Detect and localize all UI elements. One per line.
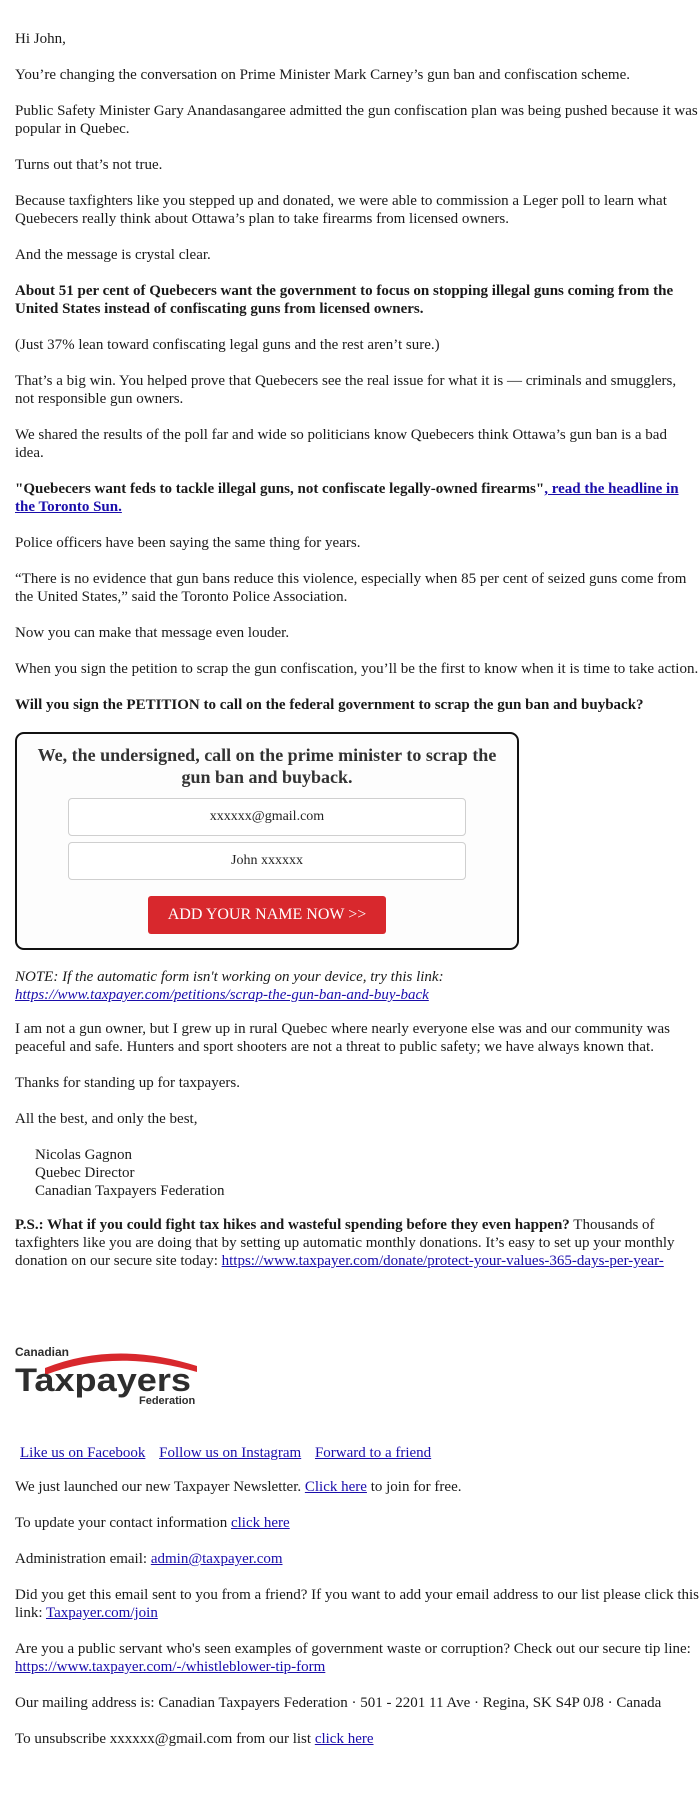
email-field[interactable]: xxxxxx@gmail.com — [68, 798, 466, 836]
name-field[interactable]: John xxxxxx — [68, 842, 466, 880]
tip-line — [15, 1640, 699, 1676]
friend-line — [15, 1586, 699, 1622]
note-text: NOTE: If the automatic form isn't working on your device, try this link: — [15, 969, 444, 985]
paragraph: Public Safety Minister Gary Anandasangaree admitted the gun confiscation plan was being pushed because it was popular in Quebec. — [15, 103, 698, 137]
paragraph: I am not a gun owner, but I grew up in rural Quebec where nearly everyone else was and our community was peaceful and safe. Hunters and sport shooters are not a threat to public safety; we have always known that. — [15, 1021, 671, 1055]
donate-link[interactable]: https://www.taxpayer.com/donate/protect-your-values-365-days-per-year- — [221, 1253, 664, 1269]
newsletter-text-end: to join for free. — [366, 1479, 462, 1495]
logo-bottom-word: Federation — [139, 1395, 196, 1407]
update-text: To update your contact information — [15, 1515, 231, 1531]
paragraph: When you sign the petition to scrap the gun confiscation, you’ll be the first to know when it is time to take action. — [15, 661, 699, 677]
paragraph: We shared the results of the poll far and wide so politicians know Quebecers think Ottawa’s gun ban is a bad idea. — [15, 427, 667, 461]
petition-link[interactable]: https://www.taxpayer.com/petitions/scrap-the-gun-ban-and-buy-back — [15, 987, 429, 1003]
sign-off: All the best, and only the best, — [15, 1111, 198, 1127]
newsletter-text: We just launched our new Taxpayer Newsletter. — [15, 1479, 305, 1495]
paragraph: Thanks for standing up for taxpayers. — [15, 1075, 240, 1091]
paragraph: Because taxfighters like you stepped up and donated, we were able to commission a Leger poll to learn what Quebecers really think about Ottawa’s plan to take firearms from licensed owners. — [15, 193, 667, 227]
paragraph: Turns out that’s not true. — [15, 157, 163, 173]
signature — [35, 1146, 699, 1200]
social-links — [20, 1444, 699, 1462]
petition-title: We, the undersigned, call on the prime minister to scrap the gun ban and buyback. — [37, 745, 497, 787]
mailing-address: Our mailing address is: Canadian Taxpayers Federation · 501 - 2201 11 Ave · Regina, SK S4P 0J8 · Canada — [15, 1695, 662, 1711]
forward-link[interactable]: Forward to a friend — [314, 1445, 432, 1461]
admin-line — [15, 1550, 699, 1568]
greeting: Hi John, — [15, 31, 66, 47]
paragraph: (Just 37% lean toward confiscating legal guns and the rest aren’t sure.) — [15, 337, 440, 353]
newsletter-link[interactable]: Click here — [304, 1479, 367, 1495]
paragraph: You’re changing the conversation on Prime Minister Mark Carney’s gun ban and confiscation scheme. — [15, 67, 630, 83]
headline-quote: "Quebecers want feds to tackle illegal guns, not confiscate legally-owned firearms" — [15, 481, 545, 497]
petition-form — [15, 732, 519, 950]
fallback-note — [15, 968, 699, 1004]
unsubscribe-text: To unsubscribe xxxxxx@gmail.com from our list — [15, 1731, 315, 1747]
ps-bold: P.S.: What if you could fight tax hikes and wasteful spending before they even happen? — [15, 1217, 570, 1233]
poll-result-highlight: About 51 per cent of Quebecers want the government to focus on stopping illegal guns coming from the United States instead of confiscating guns from licensed owners. — [15, 283, 674, 317]
paragraph: And the message is crystal clear. — [15, 247, 211, 263]
tip-text: Are you a public servant who's seen examples of government waste or corruption? Check out our secure tip line: — [15, 1641, 691, 1657]
paragraph: “There is no evidence that gun bans reduce this violence, especially when 85 per cent of seized guns come from the United States,” said the Toronto Police Association. — [15, 571, 687, 605]
ps-text: Thousands of taxfighters like you are doing that by setting up automatic monthly donations. It’s easy to set up your monthly donation on our secure site today: — [15, 1217, 675, 1269]
admin-email-link[interactable]: admin@taxpayer.com — [150, 1551, 283, 1567]
whistleblower-link[interactable]: https://www.taxpayer.com/-/whistleblower-tip-form — [15, 1659, 326, 1675]
add-your-name-button[interactable]: ADD YOUR NAME NOW >> — [148, 896, 386, 934]
toronto-sun-link[interactable]: , read the headline in the Toronto Sun. — [15, 481, 679, 515]
unsubscribe-line — [15, 1730, 699, 1748]
paragraph: Now you can make that message even louder. — [15, 625, 290, 641]
admin-text: Administration email: — [15, 1551, 151, 1567]
instagram-link[interactable]: Follow us on Instagram — [159, 1445, 302, 1461]
ctf-logo-graphic — [15, 1342, 215, 1408]
facebook-link[interactable]: Like us on Facebook — [20, 1445, 146, 1461]
update-line — [15, 1514, 699, 1532]
paragraph: Police officers have been saying the same thing for years. — [15, 535, 361, 551]
paragraph: That’s a big win. You helped prove that Quebecers see the real issue for what it is — criminals and smugglers, not responsible gun owners. — [15, 373, 677, 407]
ctf-logo[interactable] — [15, 1342, 215, 1408]
postscript — [15, 1216, 699, 1270]
logo-main-word: Taxpayers — [15, 1362, 191, 1398]
update-contact-link[interactable]: click here — [230, 1515, 290, 1531]
signature-org: Canadian Taxpayers Federation — [35, 1183, 225, 1199]
headline-paragraph — [15, 480, 699, 516]
signature-name: Nicolas Gagnon — [35, 1147, 133, 1163]
newsletter-line — [15, 1478, 699, 1496]
join-link[interactable]: Taxpayer.com/join — [45, 1605, 158, 1621]
petition-ask: Will you sign the PETITION to call on the federal government to scrap the gun ban and buyback? — [15, 697, 644, 713]
signature-title: Quebec Director — [35, 1165, 135, 1181]
logo-top-word: Canadian — [15, 1345, 70, 1359]
unsubscribe-link[interactable]: click here — [314, 1731, 374, 1747]
friend-text: Did you get this email sent to you from a friend? If you want to add your email address to our list please click this link: — [15, 1587, 700, 1621]
